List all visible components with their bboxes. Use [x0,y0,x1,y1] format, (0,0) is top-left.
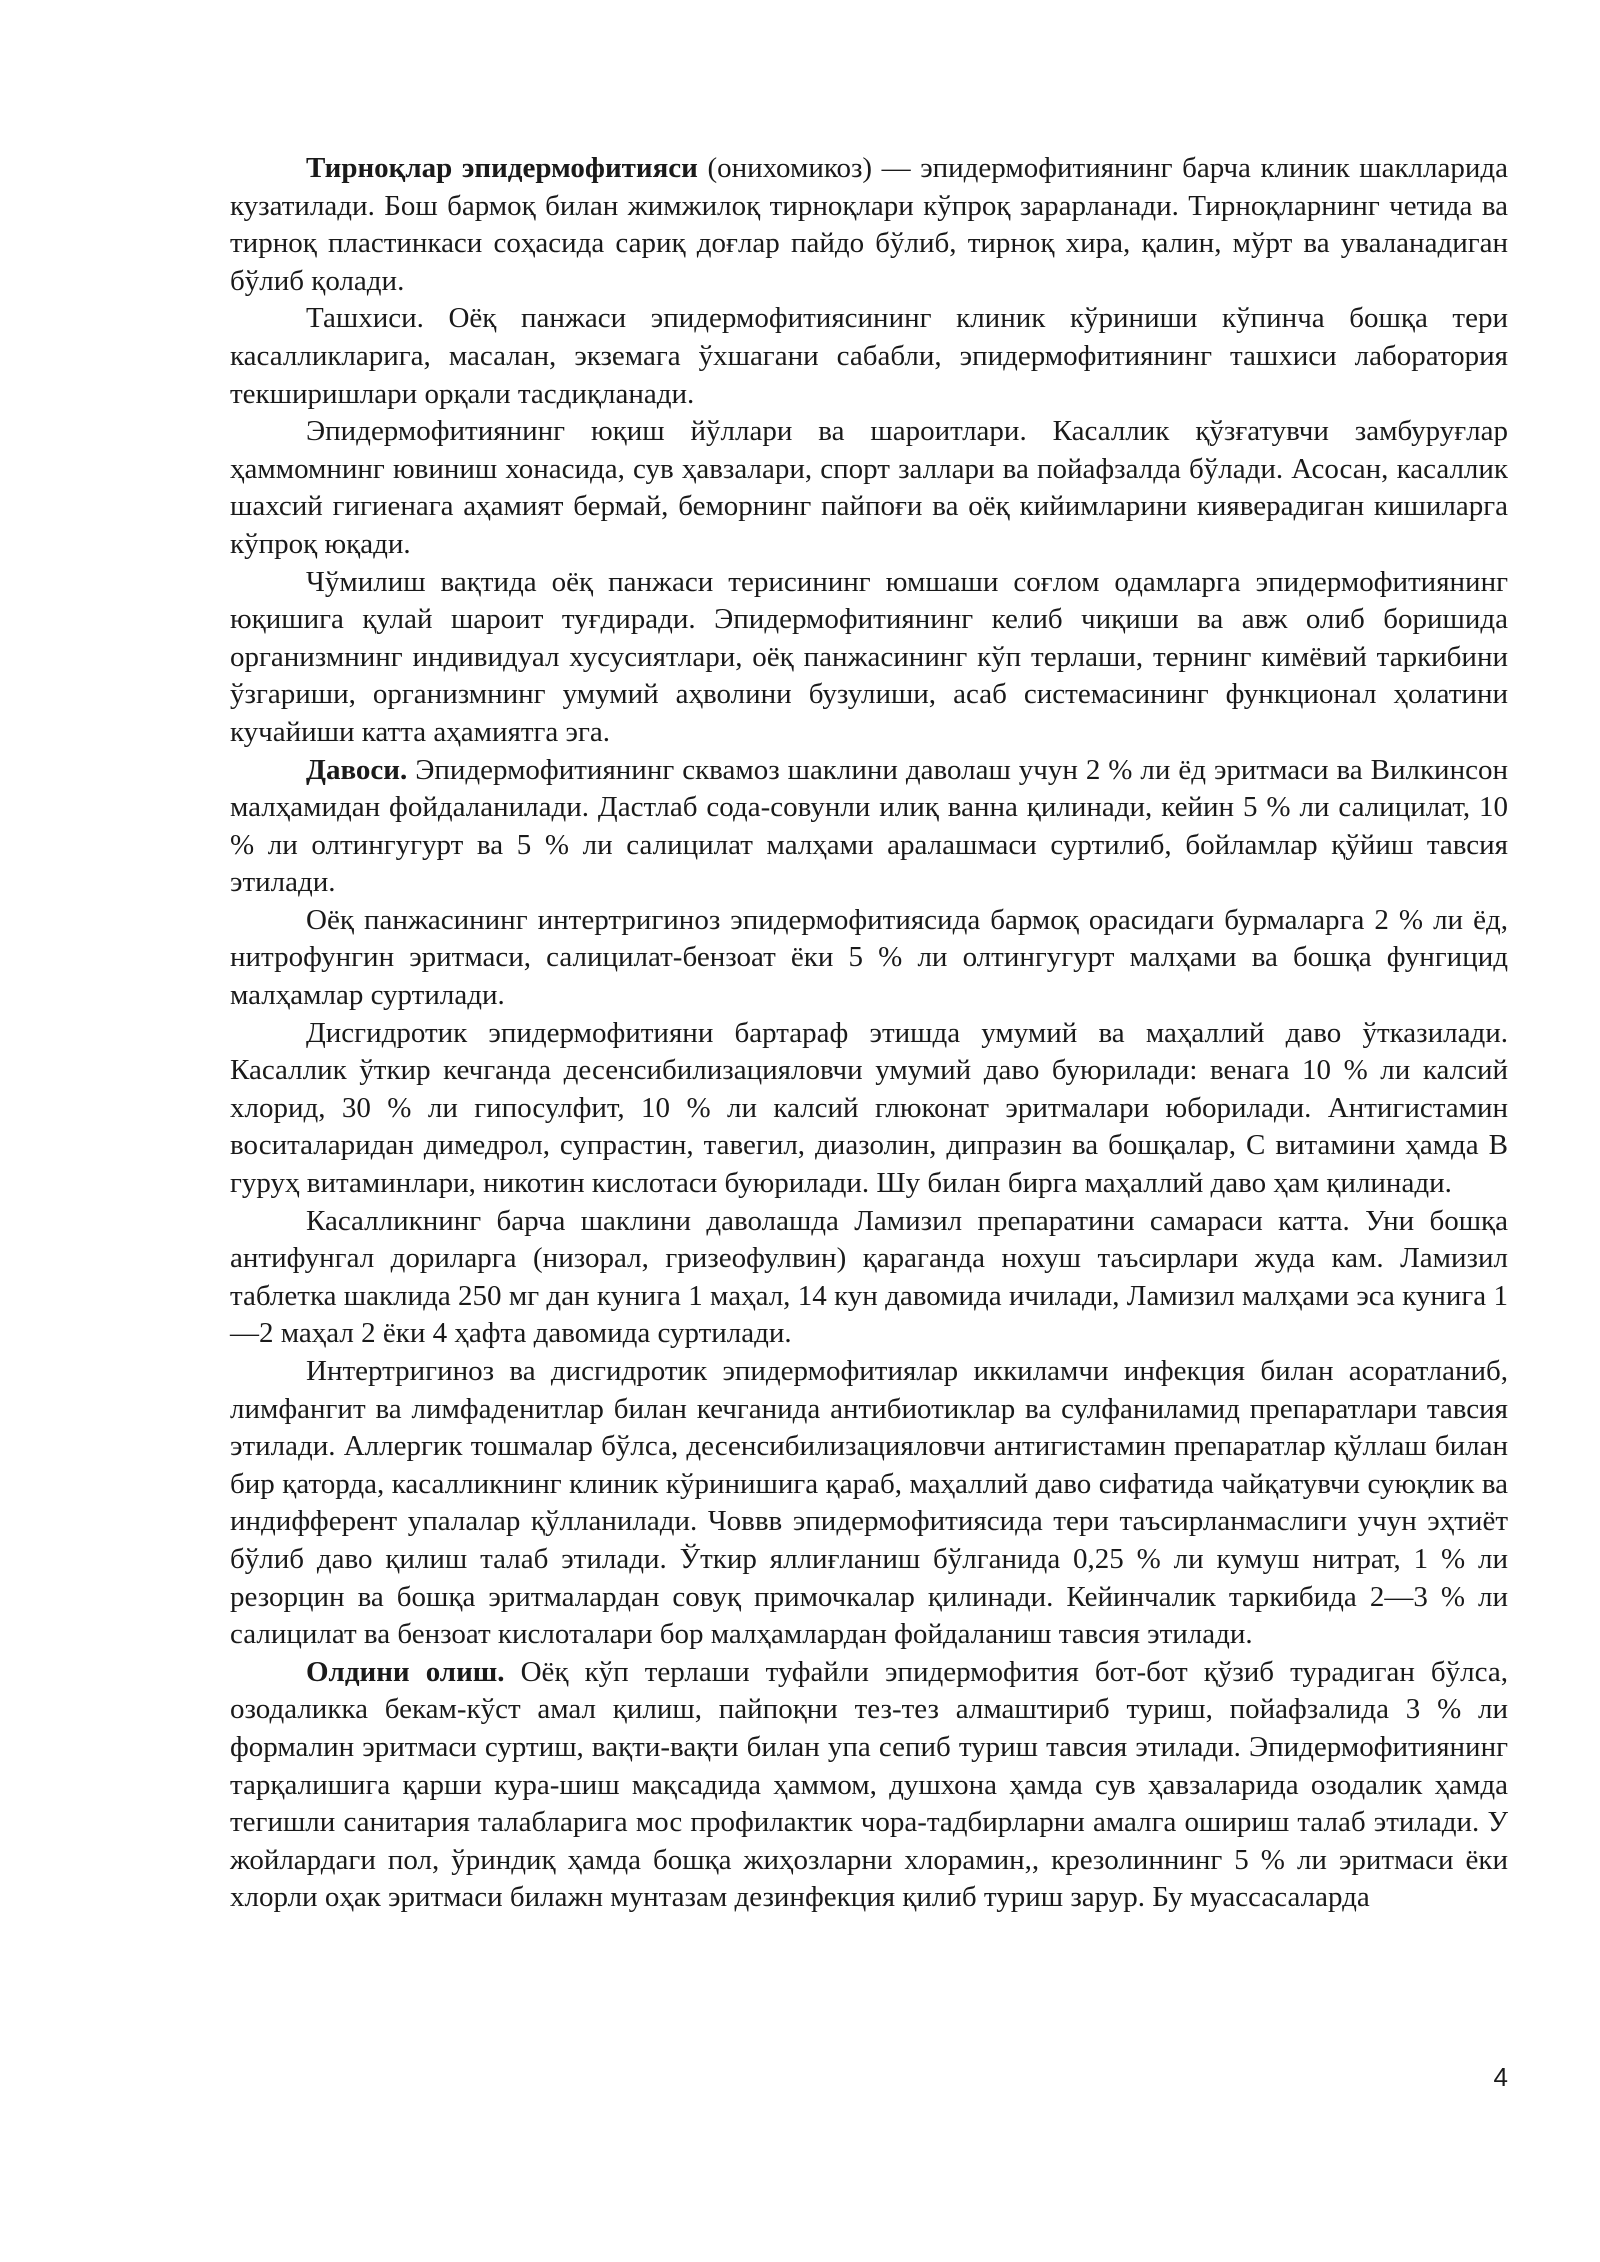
document-body [230,150,1508,1917]
paragraph-text: Эпидермофитиянинг юқиш йўллари ва шароитлари. Касаллик қўзғатувчи замбуруғлар ҳаммомнинг ювиниш хонасида, сув ҳавзалари, спорт заллари ва пойафзалда бўлади. Асосан, касаллик шахсий гигиенага аҳамият бермай, беморнинг пайпоғи ва оёқ кийимларини кияверадиган кишиларга кўпроқ юқади. [230,415,1508,560]
paragraph-complications [230,1353,1508,1654]
paragraph-lamisil [230,1203,1508,1353]
paragraph-dyshidrotic-treatment [230,1015,1508,1203]
paragraph-text: Касалликнинг барча шаклини даволашда Ламизил препаратини самараси катта. Уни бошқа антифунгал дориларга (низорал, гризеофулвин) қараганда нохуш таъсирлари жуда кам. Ламизил таблетка шаклида 250 мг дан кунига 1 маҳал, 14 кун давомида ичилади, Ламизил малҳами эса кунига 1—2 маҳал 2 ёки 4 ҳафта давомида суртилади. [230,1204,1508,1350]
paragraph-text: Оёқ панжасининг интертригиноз эпидермофитиясида бармоқ орасидаги бурмаларга 2 % ли ёд, нитрофунгин эритмаси, салицилат-бензоат ёки 5 % ли олтингугурт малҳами ва бошқа фунгицид малҳамлар суртилади. [230,903,1508,1012]
paragraph-intertriginous-treatment [230,902,1508,1015]
paragraph-transmission [230,413,1508,563]
paragraph-text: Оёқ кўп терлаши туфайли эпидермофития бот-бот қўзиб турадиган бўлса, озодаликка бекам-кўст амал қилиш, пайпоқни тез-тез алмаштириб туриш, пойафзалида 3 % ли формалин эритмаси суртиш, вақти-вақти билан упа сепиб туриш тавсия этилади. Эпидермофитиянинг тарқалишига қарши кура-шиш мақсадида ҳаммом, душхона ҳамда сув ҳавзаларида озодалик ҳамда тегишли санитария талабларига мос профилактик чора-тадбирларни амалга ошириш талаб этилади. У жойлардаги пол, ўриндиқ ҳамда бошқа жиҳозларни хлорамин,, крезолиннинг 5 % ли эритмаси ёки хлорли оҳак эритмаси билажн мунтазам дезинфекция қилиб туриш зарур. Бу муассасаларда [230,1655,1508,1914]
paragraph-text: Дисгидротик эпидермофитияни бартараф этишда умумий ва маҳаллий даво ўтказилади. Касаллик ўткир кечганда десенсибилизацияловчи умумий даво буюрилади: венага 10 % ли калсий хлорид, 30 % ли гипосулфит, 10 % ли калсий глюконат эритмалари юборилади. Антигистамин воситаларидан димедрол, супрастин, тавегил, диазолин, дипразин ва бошқалар, С витамини ҳамда В гуруҳ витаминлари, никотин кислотаси буюрилади. Шу билан бирга маҳаллий даво ҳам қилинади. [230,1016,1508,1200]
paragraph-text: (онихомикоз) — эпидермофитиянинг барча клиник шаклларида кузатилади. Бош бармоқ билан жимжилоқ тирноқлари кўпроқ зарарланади. Тирноқларнинг четида ва тирноқ пластинкаси соҳасида сариқ доғлар пайдо бўлиб, тирноқ хира, қалин, мўрт ва уваланадиган бўлиб қолади. [230,152,1508,297]
paragraph-text: Эпидермофитиянинг сквамоз шаклини даволаш учун 2 % ли ёд эритмаси ва Вилкинсон малҳамидан фойдаланилади. Дастлаб сода-совунли илиқ ванна қилинади, кейин 5 % ли салицилат, 10 % ли олтингугурт ва 5 % ли салицилат малҳами аралашмаси суртилиб, бойламлар қўйиш тавсия этилади. [230,753,1508,899]
paragraph-prevention [230,1654,1508,1917]
section-heading-treatment: Давоси. [306,753,408,786]
section-heading-prevention: Олдини олиш. [306,1655,505,1688]
paragraph-treatment [230,752,1508,902]
paragraph-nail-epidermophytosis [230,150,1508,300]
page-number: 4 [1493,2062,1508,2092]
paragraph-text: Чўмилиш вақтида оёқ панжаси терисининг юмшаши соғлом одамларга эпидермофитиянинг юқишига қулай шароит туғдиради. Эпидермофитиянинг келиб чиқиши ва авж олиб боришида организмнинг индивидуал хусусиятлари, оёқ панжасининг кўп терлаши, тернинг кимёвий таркибини ўзгариши, организмнинг умумий аҳволини бузулиши, асаб системасининг функционал ҳолатини кучайиши катта аҳамиятга эга. [230,565,1508,748]
paragraph-text: Интертригиноз ва дисгидротик эпидермофитиялар иккиламчи инфекция билан асоратланиб, лимфангит ва лимфаденитлар билан кечганида антибиотиклар ва сулфаниламид препаратлари тавсия этилади. Аллергик тошмалар бўлса, десенсибилизацияловчи антигистамин препаратлар қўллаш билан бир қаторда, касалликнинг клиник кўринишига қараб, маҳаллий даво сифатида чайқатувчи суюқлик ва индифферент упалалар қўлланилади. Човвв эпидермофитиясида тери таъсирланмаслиги учун эҳтиёт бўлиб даво қилиш талаб этилади. Ўткир яллиғланиш бўлганида 0,25 % ли кумуш нитрат, 1 % ли резорцин ва бошқа эритмалардан совуқ примочкалар қилинади. Кейинчалик таркибида 2—3 % ли салицилат ва бензоат кислоталари бор малҳамлардан фойдаланиш тавсия этилади. [230,1355,1508,1651]
paragraph-diagnosis [230,300,1508,413]
paragraph-risk-factors [230,564,1508,752]
paragraph-text: Ташхиси. Оёқ панжаси эпидермофитиясининг клиник кўриниши кўпинча бошқа тери касалликларига, масалан, экземага ўхшагани сабабли, эпидермофитиянинг ташхиси лаборатория текширишлари орқали тасдиқланади. [230,302,1508,410]
term-heading: Тирноқлар эпидермофитияси [306,152,698,184]
